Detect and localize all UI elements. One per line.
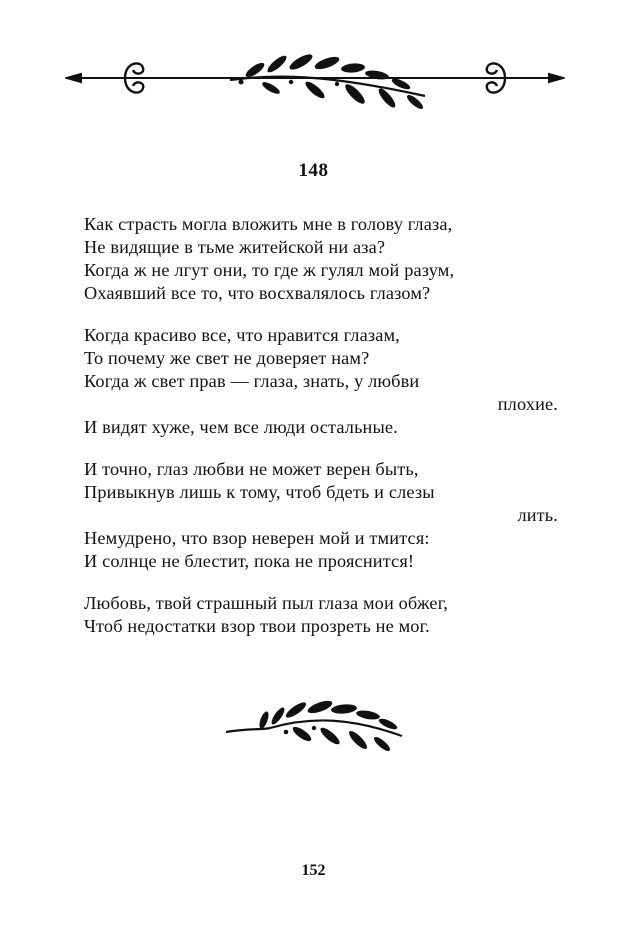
poem-line: Когда ж не лгут они, то где ж гулял мой разум, [84,260,455,280]
poem-line: Любовь, твой страшный пыл глаза мои обжег, [84,593,449,613]
laurel-branch-tailpiece-icon [222,692,412,754]
poem-line: Немудрено, что взор неверен мой и тмится: [84,528,430,548]
poem-line-continuation: плохие. [497,394,558,414]
poem-line: То почему же свет не доверяет нам? [84,348,370,368]
poem-line: Привыкнув лишь к тому, чтоб бдеть и слезы [84,482,435,502]
poem-line: Чтоб недостатки взор твои прозреть не мог. [84,616,430,636]
poem-line: Как страсть могла вложить мне в голову глаза, [84,214,453,234]
laurel-branch-divider-icon [65,48,565,110]
poem-line: И видят хуже, чем все люди остальные. [84,417,398,437]
poem-line: Не видящие в тьме житейской ни аза? [84,237,386,257]
poem-line: И солнце не блестит, пока не прояснится! [84,551,415,571]
page-number: 152 [301,862,326,879]
poem-line: Когда ж свет прав — глаза, знать, у любви [84,371,420,391]
sonnet-number: 148 [298,160,329,181]
poem-line: И точно, глаз любви не может верен быть, [84,459,419,479]
poem-line-continuation: лить. [517,505,558,525]
poem-line: Охаявший все то, что восхвалялось глазом? [84,283,431,303]
poem-line: Когда красиво все, что нравится глазам, [84,325,400,345]
